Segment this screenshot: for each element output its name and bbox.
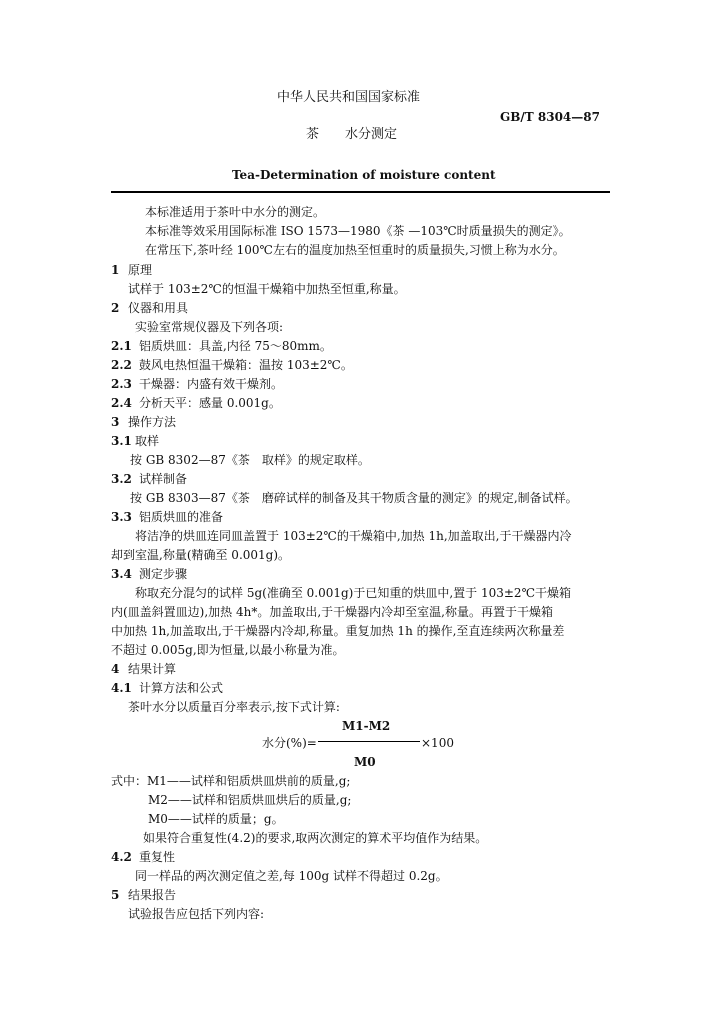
section-1-number: 1 bbox=[111, 263, 120, 277]
section-3-1-text: 按 GB 8302—87《茶 取样》的规定取样。 bbox=[130, 453, 370, 467]
section-3-3-line-1: 将洁净的烘皿连同皿盖置于 103±2℃的干燥箱中,加热 1h,加盖取出,于干燥器内冷 bbox=[135, 529, 572, 543]
section-3-3-line-2: 却到室温,称量(精确至 0.001g)。 bbox=[111, 548, 291, 562]
section-3-2-number: 3.2 bbox=[111, 472, 132, 486]
where-line-1: 式中：M1——试样和铝质烘皿烘前的质量,g; bbox=[111, 774, 351, 788]
section-3-title: 操作方法 bbox=[128, 415, 177, 429]
where-line-3: M0——试样的质量；g。 bbox=[148, 812, 284, 826]
section-3-1-number: 3.1 bbox=[111, 434, 132, 448]
section-5-text: 试验报告应包括下列内容: bbox=[128, 907, 265, 921]
header-rule bbox=[111, 191, 610, 193]
section-1-title: 原理 bbox=[128, 263, 153, 277]
section-4-2-number: 4.2 bbox=[111, 850, 132, 864]
section-2-title: 仪器和用具 bbox=[128, 301, 189, 315]
section-5-title: 结果报告 bbox=[128, 888, 177, 902]
section-3-1-title: 取样 bbox=[135, 434, 160, 448]
where-line-2: M2——试样和铝质烘皿烘后的质量,g; bbox=[148, 793, 352, 807]
section-4-1-text: 茶叶水分以质量百分率表示,按下式计算: bbox=[128, 700, 340, 714]
formula-numerator: M1-M2 bbox=[342, 719, 391, 733]
standard-code: GB/T 8304—87 bbox=[500, 110, 600, 124]
section-3-4-title: 测定步骤 bbox=[139, 567, 188, 581]
standard-org: 中华人民共和国国家标准 bbox=[277, 90, 421, 105]
item-2-1-text: 铝质烘皿：具盖,内径 75～80mm。 bbox=[139, 339, 332, 353]
section-3-2-text: 按 GB 8303—87《茶 磨碎试样的制备及其干物质含量的测定》的规定,制备试样。 bbox=[130, 491, 578, 505]
section-3-4-line-2: 内(皿盖斜置皿边),加热 4h*。加盖取出,于干燥器内冷却至室温,称量。再置于干燥箱 bbox=[111, 605, 553, 619]
section-1-text: 试样于 103±2℃的恒温干燥箱中加热至恒重,称量。 bbox=[128, 282, 406, 296]
section-4-1-number: 4.1 bbox=[111, 681, 132, 695]
formula-lhs: 水分(%)= bbox=[262, 736, 317, 750]
item-2-1-number: 2.1 bbox=[111, 339, 132, 353]
item-2-2-text: 鼓风电热恒温干燥箱：温按 103±2℃。 bbox=[139, 358, 353, 372]
section-3-4-number: 3.4 bbox=[111, 567, 132, 581]
intro-line-2: 本标准等效采用国际标准 ISO 1573—1980《茶 —103℃时质量损失的测定》。 bbox=[145, 224, 571, 238]
title-en: Tea-Determination of moisture content bbox=[232, 168, 496, 182]
intro-line-3: 在常压下,茶叶经 100℃左右的温度加热至恒重时的质量损失,习惯上称为水分。 bbox=[145, 243, 565, 257]
formula-fraction-bar bbox=[318, 741, 420, 742]
intro-line-1: 本标准适用于茶叶中水分的测定。 bbox=[145, 205, 326, 219]
result-note: 如果符合重复性(4.2)的要求,取两次测定的算术平均值作为结果。 bbox=[143, 831, 488, 845]
section-2-number: 2 bbox=[111, 301, 120, 315]
item-2-2-number: 2.2 bbox=[111, 358, 132, 372]
section-3-number: 3 bbox=[111, 415, 120, 429]
section-5-number: 5 bbox=[111, 888, 120, 902]
formula-denominator: M0 bbox=[354, 755, 376, 769]
item-2-3-number: 2.3 bbox=[111, 377, 132, 391]
item-2-4-text: 分析天平：感量 0.001g。 bbox=[139, 396, 281, 410]
section-4-2-text: 同一样品的两次测定值之差,每 100g 试样不得超过 0.2g。 bbox=[135, 869, 448, 883]
section-2-text: 实验室常规仪器及下列各项: bbox=[135, 320, 284, 334]
formula-rhs: ×100 bbox=[421, 736, 454, 750]
section-3-4-line-3: 中加热 1h,加盖取出,于干燥器内冷却,称量。重复加热 1h 的操作,至直连续两次称量差 bbox=[111, 624, 565, 638]
title-cn: 茶 水分测定 bbox=[306, 127, 398, 142]
section-3-4-line-1: 称取充分混匀的试样 5g(准确至 0.001g)于已知重的烘皿中,置于 103±2℃干燥箱 bbox=[135, 586, 571, 600]
item-2-4-number: 2.4 bbox=[111, 396, 132, 410]
section-3-2-title: 试样制备 bbox=[139, 472, 188, 486]
section-4-title: 结果计算 bbox=[128, 662, 177, 676]
section-4-number: 4 bbox=[111, 662, 120, 676]
section-3-3-number: 3.3 bbox=[111, 510, 132, 524]
section-3-4-line-4: 不超过 0.005g,即为恒量,以最小称量为准。 bbox=[111, 643, 345, 657]
section-3-3-title: 铝质烘皿的准备 bbox=[139, 510, 224, 524]
section-4-2-title: 重复性 bbox=[139, 850, 176, 864]
item-2-3-text: 干燥器：内盛有效干燥剂。 bbox=[139, 377, 284, 391]
section-4-1-title: 计算方法和公式 bbox=[139, 681, 224, 695]
